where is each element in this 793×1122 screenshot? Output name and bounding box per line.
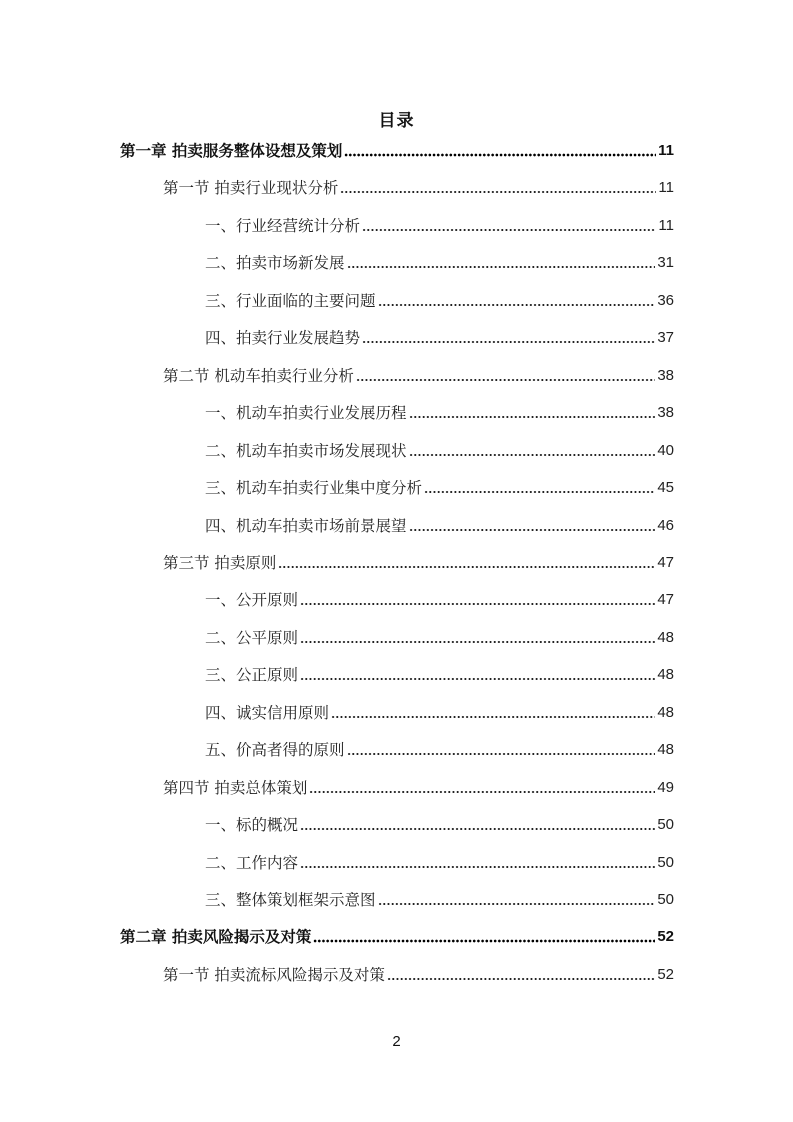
toc-entry-page-number: 49 [657, 778, 674, 796]
toc-entry-label: 四、诚实信用原则 [205, 703, 330, 722]
dot-leader [362, 227, 656, 233]
dot-leader [300, 864, 655, 870]
toc-entry-sub[interactable] [205, 213, 674, 237]
toc-entry-page-number: 31 [657, 254, 674, 272]
toc-entry-page-number: 50 [657, 891, 674, 908]
dot-leader [278, 564, 655, 570]
toc-entry-label: 四、机动车拍卖市场前景展望 [205, 516, 407, 535]
dot-leader [378, 901, 656, 907]
toc-entry-label: 一、行业经营统计分析 [205, 216, 361, 235]
toc-entry-label: 第二章 拍卖风险揭示及对策 [120, 928, 312, 947]
toc-entry-sub[interactable] [205, 737, 674, 761]
toc-entry-label: 一、标的概况 [205, 816, 299, 835]
toc-entry-label: 第三节 拍卖原则 [163, 553, 277, 572]
toc-entry-page-number: 48 [657, 703, 674, 721]
toc-entry-label: 一、公开原则 [205, 591, 299, 610]
toc-entry-page-number: 48 [657, 628, 674, 646]
toc-entry-sub[interactable] [205, 662, 674, 686]
toc-entry-chapter[interactable] [120, 924, 674, 948]
toc-entry-section[interactable] [163, 175, 674, 199]
toc-entry-page-number: 52 [657, 928, 674, 946]
dot-leader [300, 826, 655, 832]
toc-entry-label: 第一节 拍卖流标风险揭示及对策 [163, 965, 385, 984]
toc-entry-label: 三、行业面临的主要问题 [205, 291, 376, 310]
toc-entry-label: 五、价高者得的原则 [205, 741, 345, 760]
page-number: 2 [392, 1033, 401, 1050]
toc-entry-sub[interactable] [205, 513, 674, 537]
toc-entry-section[interactable] [163, 550, 674, 574]
toc-entry-page-number: 50 [657, 853, 674, 871]
toc-entry-page-number: 11 [658, 216, 674, 234]
dot-leader [409, 452, 656, 458]
toc-entry-label: 第四节 拍卖总体策划 [163, 778, 308, 797]
toc-entry-sub[interactable] [205, 250, 674, 274]
dot-leader [424, 489, 655, 495]
toc-entry-sub[interactable] [205, 400, 674, 424]
toc-entry-section[interactable] [163, 775, 674, 799]
toc-entry-section[interactable] [163, 363, 674, 387]
toc-entry-page-number: 37 [657, 329, 674, 347]
dot-leader [344, 152, 656, 158]
dot-leader [300, 601, 655, 607]
toc-entry-page-number: 47 [657, 553, 674, 571]
toc-entry-page-number: 48 [657, 741, 674, 759]
toc-entry-label: 第一章 拍卖服务整体设想及策划 [120, 142, 343, 160]
toc-entry-label: 四、拍卖行业发展趋势 [205, 329, 361, 348]
dot-leader [309, 789, 655, 795]
toc-entry-sub[interactable] [205, 625, 674, 649]
toc-entry-page-number: 52 [657, 965, 674, 983]
toc-entry-sub[interactable] [205, 850, 674, 874]
toc-entry-page-number: 47 [657, 591, 674, 609]
toc-entry-sub[interactable] [205, 587, 674, 611]
toc-entry-label: 三、公正原则 [205, 666, 299, 685]
toc-entry-sub[interactable] [205, 475, 674, 499]
toc-entry-page-number: 11 [658, 142, 674, 159]
toc-entry-label: 三、整体策划框架示意图 [205, 891, 376, 909]
toc-entry-section[interactable] [163, 962, 674, 986]
toc-entry-page-number: 48 [657, 666, 674, 684]
toc-entry-sub[interactable] [205, 438, 674, 462]
dot-leader [347, 751, 656, 757]
dot-leader [356, 377, 655, 383]
toc-entry-chapter[interactable] [120, 138, 674, 162]
toc-title: 目录 [378, 111, 415, 131]
dot-leader [387, 976, 655, 982]
dot-leader [409, 527, 656, 533]
dot-leader [313, 938, 655, 944]
toc-entry-label: 二、公平原则 [205, 628, 299, 647]
toc-entry-sub[interactable] [205, 325, 674, 349]
toc-entry-label: 第二节 机动车拍卖行业分析 [163, 366, 354, 385]
toc-entry-label: 一、机动车拍卖行业发展历程 [205, 404, 407, 423]
dot-leader [340, 189, 656, 195]
toc-entry-label: 二、工作内容 [205, 853, 299, 872]
dot-leader [347, 264, 656, 270]
toc-entry-page-number: 11 [658, 179, 674, 197]
toc-entry-page-number: 38 [657, 366, 674, 384]
toc-entry-page-number: 38 [657, 404, 674, 422]
dot-leader [300, 639, 655, 645]
toc-entry-page-number: 46 [657, 516, 674, 534]
toc-entry-label: 二、拍卖市场新发展 [205, 254, 345, 273]
toc-entry-sub[interactable] [205, 887, 674, 911]
toc-entry-sub[interactable] [205, 812, 674, 836]
toc-entry-page-number: 40 [657, 441, 674, 459]
toc-entry-page-number: 45 [657, 479, 674, 497]
dot-leader [331, 714, 655, 720]
toc-entry-page-number: 50 [657, 816, 674, 834]
dot-leader [378, 302, 656, 308]
dot-leader [300, 676, 655, 682]
toc-entry-label: 三、机动车拍卖行业集中度分析 [205, 479, 423, 498]
toc-entry-page-number: 36 [657, 291, 674, 309]
dot-leader [362, 339, 655, 345]
dot-leader [409, 414, 656, 420]
toc-entry-sub[interactable] [205, 288, 674, 312]
toc-entry-sub[interactable] [205, 700, 674, 724]
toc-entry-label: 二、机动车拍卖市场发展现状 [205, 441, 407, 460]
toc-entry-label: 第一节 拍卖行业现状分析 [163, 179, 339, 198]
